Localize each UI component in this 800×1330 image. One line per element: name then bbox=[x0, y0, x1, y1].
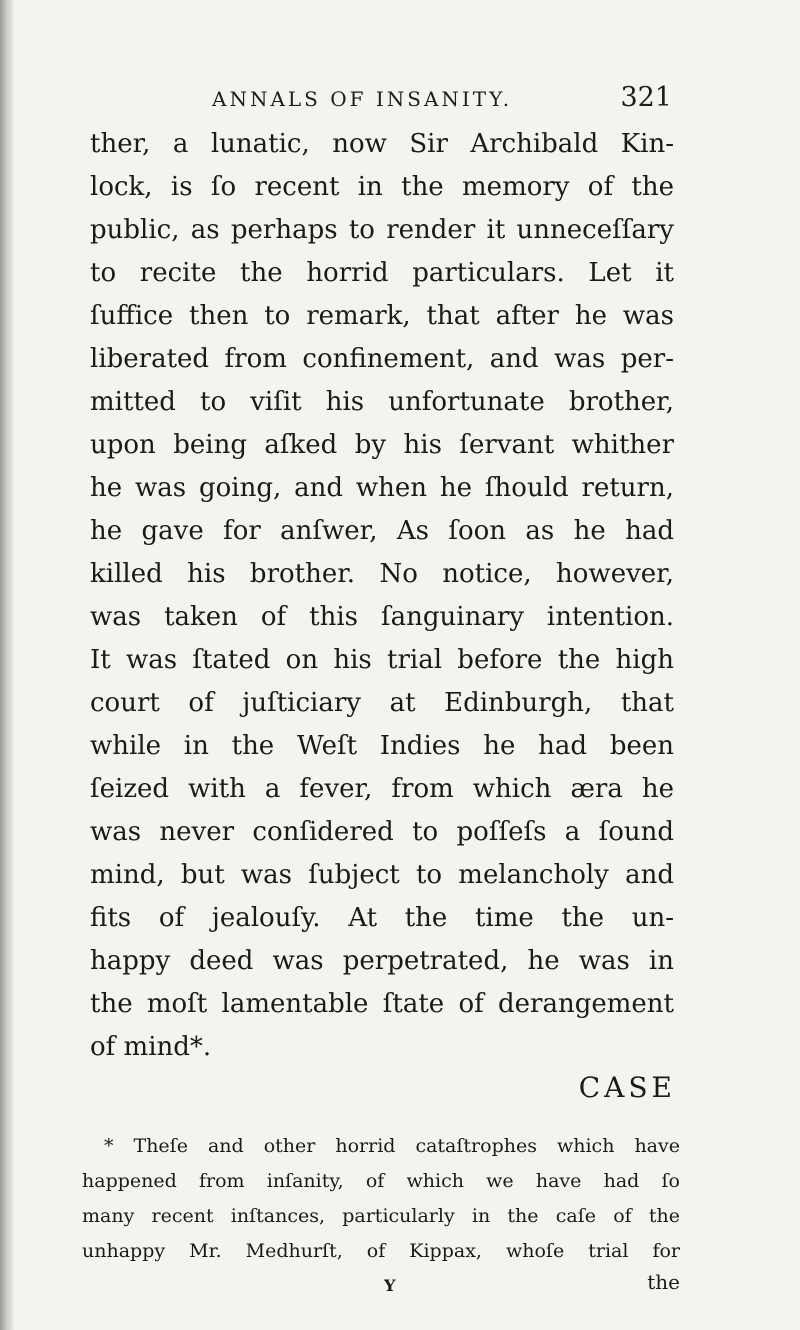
text-line-last: of mind*. bbox=[90, 1032, 212, 1062]
text-line: he gave for anſwer, As ſoon as he had bbox=[90, 516, 674, 546]
page-gutter-shadow bbox=[0, 0, 14, 1330]
text-line: ſuffice then to remark, that after he was bbox=[90, 301, 674, 331]
text-line: to recite the horrid particulars. Let it bbox=[90, 258, 674, 288]
footnote-line: unhappy Mr. Medhurſt, of Kippax, whoſe trial for bbox=[82, 1240, 680, 1262]
text-line: fits of jealouſy. At the time the un- bbox=[90, 903, 674, 933]
text-line: killed his brother. No notice, however, bbox=[90, 559, 674, 589]
text-line: happy deed was perpetrated, he was in bbox=[90, 946, 674, 976]
text-line: he was going, and when he ſhould return, bbox=[90, 473, 674, 503]
footnote-line: * Theſe and other horrid cataſtrophes which have bbox=[104, 1135, 680, 1157]
text-line: upon being aſked by his ſervant whither bbox=[90, 430, 674, 460]
running-title: ANNALS OF INSANITY. bbox=[212, 87, 513, 111]
main-text bbox=[90, 123, 674, 1069]
text-line: lock, is ſo recent in the memory of the bbox=[90, 172, 674, 202]
text-line: liberated from confinement, and was per- bbox=[90, 344, 674, 374]
text-line: court of juſticiary at Edinburgh, that bbox=[90, 688, 674, 718]
text-line: the moſt lamentable ſtate of derangement bbox=[90, 989, 674, 1019]
page-header bbox=[90, 84, 680, 120]
text-line: while in the Weſt Indies he had been bbox=[90, 731, 674, 761]
page-number: 321 bbox=[620, 82, 672, 113]
text-line: ſeized with a fever, from which æra he bbox=[90, 774, 674, 804]
text-line: was never conſidered to poſſeſs a ſound bbox=[90, 817, 674, 847]
text-line: ther, a lunatic, now Sir Archibald Kin- bbox=[90, 129, 674, 159]
text-line: was taken of this ſanguinary intention. bbox=[90, 602, 674, 632]
text-line: It was ſtated on his trial before the high bbox=[90, 645, 674, 675]
catchword: CASE bbox=[578, 1071, 676, 1104]
text-line: public, as perhaps to render it unneceſſary bbox=[90, 215, 674, 245]
signature-mark: Y bbox=[384, 1276, 396, 1295]
footer-catchword: the bbox=[647, 1270, 680, 1294]
footnote bbox=[82, 1129, 680, 1269]
text-line: mind, but was ſubject to melancholy and bbox=[90, 860, 674, 890]
text-line: mitted to viſit his unfortunate brother, bbox=[90, 387, 674, 417]
footnote-line: happened from inſanity, of which we have had ſo bbox=[82, 1170, 680, 1192]
footnote-line: many recent inſtances, particularly in the caſe of the bbox=[82, 1205, 680, 1227]
